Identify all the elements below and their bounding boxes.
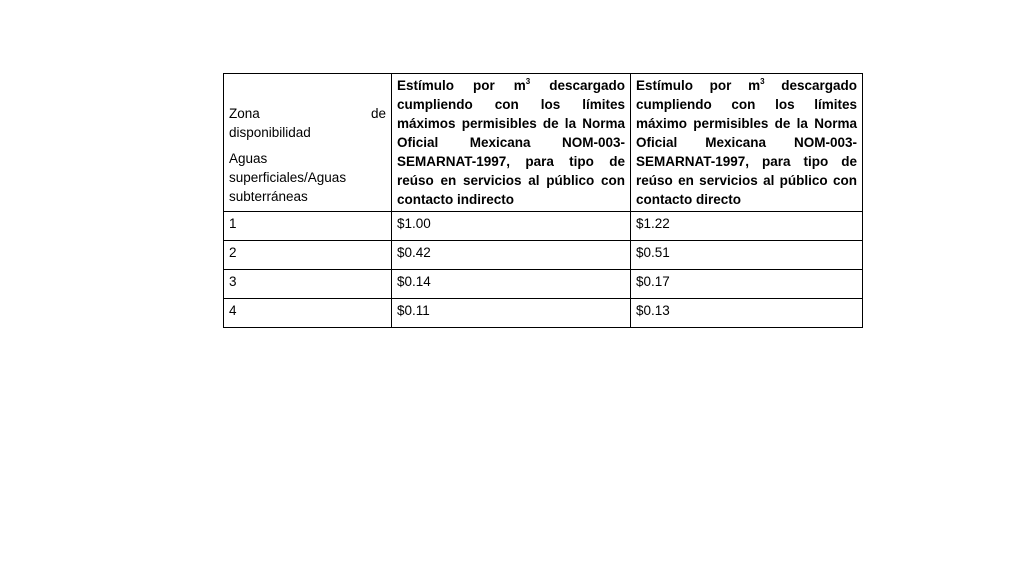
stimulus-table xyxy=(223,73,863,328)
cell-indirecto: $1.00 xyxy=(392,212,631,241)
header-indirecto-sup: 3 xyxy=(525,77,531,86)
cell-zona: 3 xyxy=(224,270,392,299)
header-zona-line2: disponibilidad xyxy=(229,124,311,140)
header-zona xyxy=(224,74,392,212)
cell-indirecto: $0.14 xyxy=(392,270,631,299)
cell-zona: 2 xyxy=(224,241,392,270)
cell-zona: 1 xyxy=(224,212,392,241)
header-indirecto-text-a: Estímulo por m xyxy=(397,78,526,93)
cell-directo: $0.13 xyxy=(631,299,863,328)
header-directo-text-b: descargado cumpliendo con los límites máximo permisibles de la Norma Oficial Mexicana NOM-003-SEMARNAT-1997, para tipo de reúso en servicios al público con contacto directo xyxy=(636,78,857,207)
table-row xyxy=(224,299,863,328)
header-estimulo-indirecto xyxy=(392,74,631,212)
header-zona-line3: Aguas superficiales/Aguas subterráneas xyxy=(229,150,347,204)
header-indirecto-text-b: descargado cumpliendo con los límites máximos permisibles de la Norma Oficial Mexicana NOM-003-SEMARNAT-1997, para tipo de reúso en servicios al público con contacto indirecto xyxy=(397,78,625,207)
cell-indirecto: $0.11 xyxy=(392,299,631,328)
table-header-row xyxy=(224,74,863,212)
cell-indirecto: $0.42 xyxy=(392,241,631,270)
header-directo-text-a: Estímulo por m xyxy=(636,78,761,93)
header-zona-word2: de xyxy=(370,105,386,121)
header-zona-word1: Zona xyxy=(229,105,260,121)
cell-directo: $0.51 xyxy=(631,241,863,270)
header-estimulo-directo xyxy=(631,74,863,212)
table-row xyxy=(224,212,863,241)
cell-directo: $0.17 xyxy=(631,270,863,299)
cell-zona: 4 xyxy=(224,299,392,328)
cell-directo: $1.22 xyxy=(631,212,863,241)
table-row xyxy=(224,241,863,270)
table-row xyxy=(224,270,863,299)
header-directo-sup: 3 xyxy=(760,77,765,86)
